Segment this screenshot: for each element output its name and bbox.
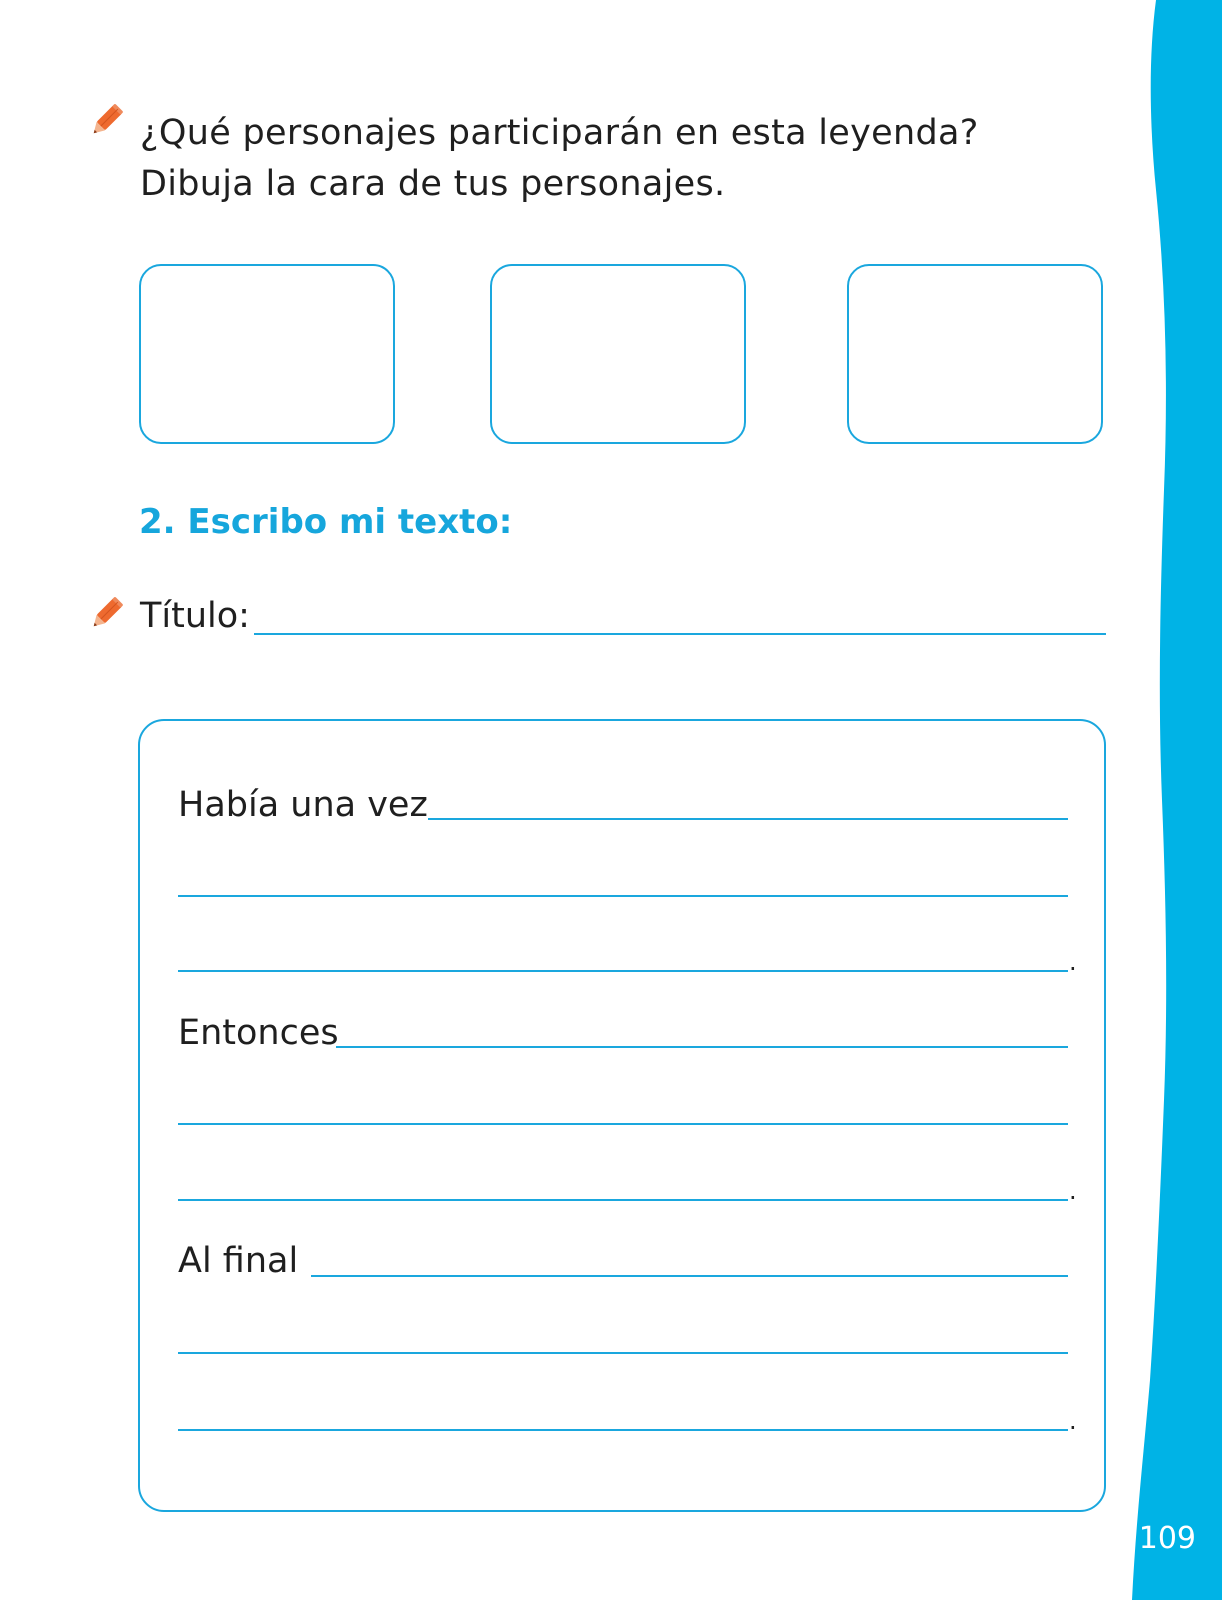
period-mark: . [1069, 1177, 1077, 1205]
section-heading: 2. Escribo mi texto: [139, 502, 513, 542]
period-mark: . [1069, 948, 1077, 976]
character-face-box-2[interactable] [490, 264, 746, 444]
story-part3-line-1[interactable] [311, 1275, 1068, 1277]
story-part2-line-3[interactable] [178, 1199, 1068, 1201]
instruction-text [140, 108, 979, 210]
story-part1-line-2[interactable] [178, 895, 1068, 897]
story-part2-line-1[interactable] [336, 1046, 1068, 1048]
story-part1-label: Había una vez [178, 785, 428, 825]
story-part1-line-3[interactable] [178, 970, 1068, 972]
pencil-icon [90, 597, 130, 637]
story-part2-line-2[interactable] [178, 1123, 1068, 1125]
story-part3-line-2[interactable] [178, 1352, 1068, 1354]
page-number: 109 [1138, 1521, 1196, 1556]
story-writing-box [138, 719, 1106, 1512]
story-part3-label: Al final [178, 1241, 299, 1281]
pencil-icon [90, 104, 130, 144]
title-label: Título: [140, 596, 250, 636]
instruction-line-2: Dibuja la cara de tus personajes. [140, 164, 726, 204]
period-mark: . [1069, 1407, 1077, 1435]
story-part1-line-1[interactable] [428, 818, 1068, 820]
character-face-box-1[interactable] [139, 264, 395, 444]
story-part3-line-3[interactable] [178, 1429, 1068, 1431]
instruction-line-1: ¿Qué personajes participarán en esta leyenda? [140, 113, 979, 153]
story-part2-label: Entonces [178, 1013, 339, 1053]
title-write-line[interactable] [254, 633, 1106, 635]
character-face-box-3[interactable] [847, 264, 1103, 444]
